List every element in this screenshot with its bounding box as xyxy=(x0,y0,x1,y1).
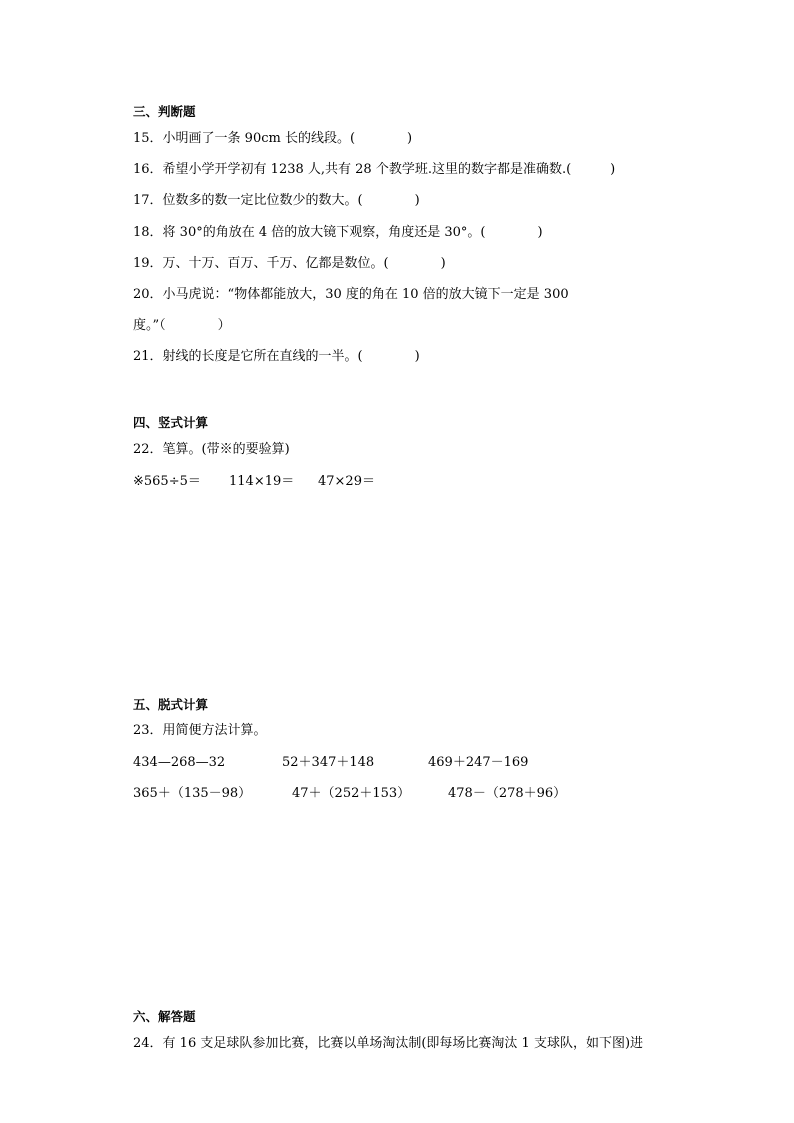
section-4-header: 四、竖式计算 xyxy=(133,415,209,430)
problem-22-2: 114×19＝ xyxy=(229,474,295,489)
question-23: 23．用简便方法计算。 xyxy=(133,723,267,738)
question-15: 15．小明画了一条 90cm 长的线段。( ) xyxy=(133,131,413,146)
problem-23-1: 434—268—32 xyxy=(133,755,226,770)
problem-23-5: 47＋（252＋153） xyxy=(292,786,411,801)
problem-23-4: 365＋（135－98） xyxy=(133,786,252,801)
problem-23-2: 52＋347＋148 xyxy=(282,755,375,770)
question-19: 19．万、十万、百万、千万、亿都是数位。( ) xyxy=(133,256,446,271)
question-22: 22．笔算。(带※的要验算) xyxy=(133,442,290,457)
section-6-header: 六、解答题 xyxy=(133,1009,196,1024)
section-3-header: 三、判断题 xyxy=(133,104,196,119)
problem-22-3: 47×29＝ xyxy=(318,474,375,489)
question-21: 21．射线的长度是它所在直线的一半。( ) xyxy=(133,349,420,364)
question-18: 18．将 30°的角放在 4 倍的放大镜下观察，角度还是 30°。( ) xyxy=(133,225,543,240)
question-16: 16．希望小学开学初有 1238 人,共有 28 个教学班.这里的数字都是准确数.( ) xyxy=(133,162,616,177)
question-24: 24．有 16 支足球队参加比赛，比赛以单场淘汰制(即每场比赛淘汰 1 支球队，如下图)进 xyxy=(133,1036,644,1051)
problem-22-1: ※565÷5＝ xyxy=(133,474,201,489)
question-20-continued: 度。”（ ） xyxy=(133,318,231,333)
problem-23-6: 478－（278＋96） xyxy=(448,786,567,801)
question-17: 17．位数多的数一定比位数少的数大。( ) xyxy=(133,193,420,208)
question-20: 20．小马虎说：“物体都能放大，30 度的角在 10 倍的放大镜下一定是 300 xyxy=(133,287,569,302)
section-5-header: 五、脱式计算 xyxy=(133,697,209,712)
problem-23-3: 469＋247－169 xyxy=(428,755,529,770)
